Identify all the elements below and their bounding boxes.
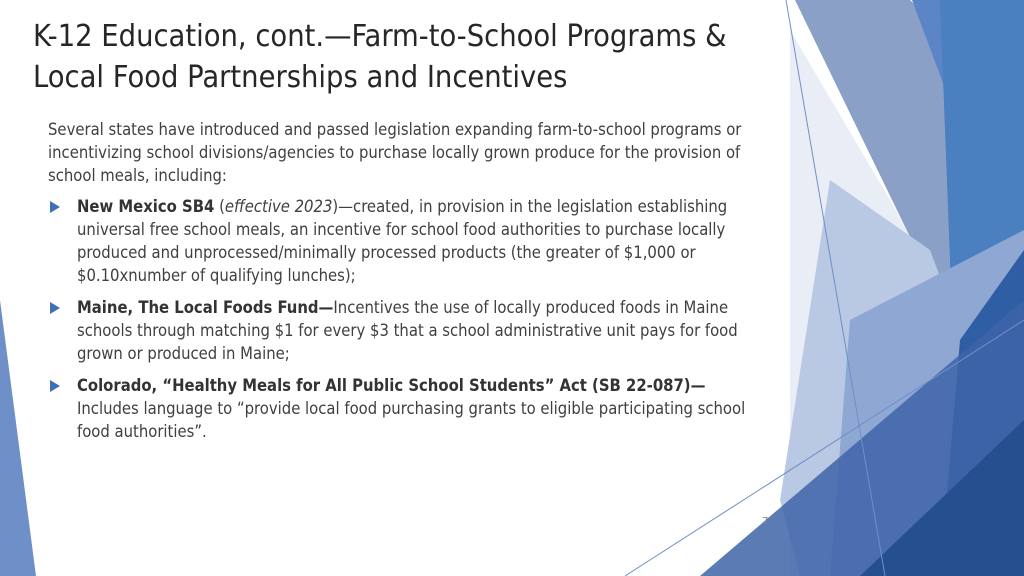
triangle-bullet-icon [50,201,60,213]
bullet-list [48,195,763,443]
slide-body [48,118,763,452]
bullet-text: Includes language to “provide local food purchasing grants to eligible participating school food authorities”. [77,399,746,441]
bullet-heading: Colorado, “Healthy Meals for All Public School Students” Act (SB 22-087)— [77,376,706,395]
bullet-item-colorado [48,374,763,443]
bullet-item-maine [48,296,763,365]
intro-paragraph: Several states have introduced and passed legislation expanding farm-to-school programs or incentivizing school divisions/agencies to purchase locally grown produce for the provision of school meals, including: [48,120,742,185]
bullet-text: Incentives the use of locally produced foods in Maine schools through matching $1 for every $3 that a school administrative unit pays for food grown or produced in Maine; [77,298,738,363]
slide-title: K-12 Education, cont.—Farm-to-School Programs & Local Food Partnerships and Incentives [33,19,727,95]
bullet-paren: ( [214,197,225,216]
bullet-text: )—created, in provision in the legislation establishing universal free school meals, an incentive for school food authorities to purchase locally produced and unprocessed/minimally processed products (the greater of $1,000 or $0.10xnumber of qualifying lunches); [77,197,728,285]
bullet-heading: New Mexico SB4 [77,197,215,216]
page-number: 7 [762,516,769,527]
bullet-item-new-mexico [48,195,763,287]
bullet-heading: Maine, The Local Foods Fund— [77,298,334,317]
triangle-bullet-icon [50,302,60,314]
left-accent-facet [0,300,36,576]
triangle-bullet-icon [50,380,60,392]
bullet-italic: effective 2023 [224,197,333,216]
